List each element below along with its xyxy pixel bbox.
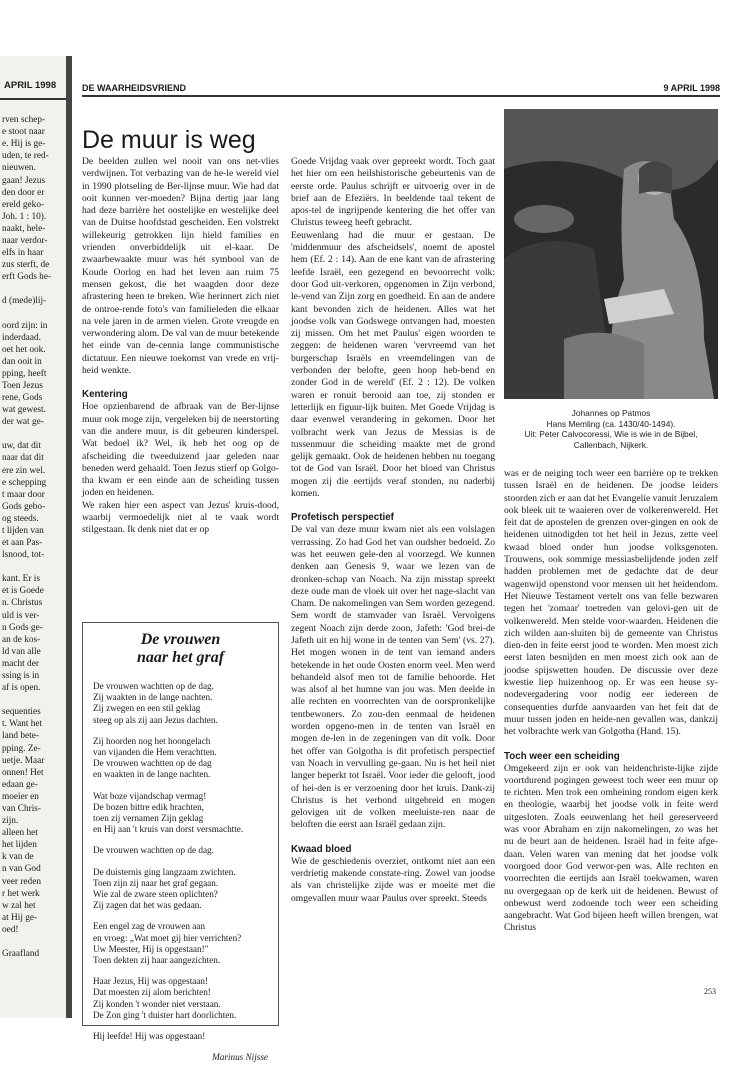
previous-page-line: den door er (2, 187, 45, 198)
previous-page-line: pping, heeft (2, 368, 47, 379)
caption-line: Callenbach, Nijkerk. (573, 439, 649, 450)
previous-page-line: Toen Jezus (2, 380, 43, 391)
page-number: 253 (704, 987, 716, 996)
poem-line: Wat boze vijandschap vermag! (93, 790, 207, 801)
previous-page-line: ssing is in (2, 671, 40, 682)
previous-page-line: Graafland (2, 949, 40, 959)
previous-page-line (0, 936, 66, 948)
poem-line: De bozen bittre edik brachten, (93, 801, 204, 812)
poem-title (93, 631, 268, 667)
previous-page-line: naar dat dit (2, 453, 44, 464)
previous-page-line (0, 694, 66, 706)
previous-page-line: Joh. 1 : 10). (2, 211, 47, 222)
paragraph: Hoe opzienbarend de afbraak van de Ber-lijnse muur ook moge zijn, vergeleken bij de neerstorting van die andere muur, is dit gebeuren kinderspel. Wat bedoel ik? Wel, ik heb het oog op de afscheiding die tweeduizend jaar geleden naar beneden werd gehaald. Toen Jezus stierf op Golgo-tha kwam er een einde aan de scheiding tussen joden en heidenen. (82, 401, 279, 499)
issue-date: 9 APRIL 1998 (663, 83, 720, 93)
paragraph: We raken hier een aspect van Jezus' kruis-dood, waarbij vermoedelijk niet al te vaak wordt stilgestaan. Ik denk niet dat er op (82, 499, 279, 536)
image-caption (504, 408, 718, 450)
previous-page-line: af is open. (2, 683, 41, 694)
poem-stanza (93, 736, 268, 781)
previous-page-line: at Hij ge- (2, 912, 38, 923)
poem-stanza (93, 681, 268, 726)
column-2 (291, 156, 495, 905)
section-heading: Profetisch perspectief (291, 512, 394, 524)
previous-page-strip (0, 56, 66, 1018)
poem-stanza (93, 867, 268, 912)
previous-page-line (0, 283, 66, 295)
poem-stanza (93, 1031, 268, 1042)
section-heading: Kentering (82, 389, 128, 401)
previous-page-line: oet het ook. (2, 344, 46, 355)
poem-stanza (93, 791, 268, 836)
poem-stanzas (93, 681, 268, 1042)
previous-page-line: e stoot naar (2, 127, 45, 138)
poem-author: Marinus Nijsse (212, 1052, 268, 1063)
previous-page-line (0, 428, 66, 440)
previous-page-line: oord zijn: in (2, 320, 48, 331)
section-heading: Toch weer een scheiding (504, 750, 620, 762)
previous-page-line: pping. Ze- (2, 743, 41, 754)
poem-stanza (93, 976, 268, 1021)
previous-page-line: naakt, hele- (2, 223, 46, 234)
poem-line: en vroeg: „Wat moet gij hier verrichten? (93, 932, 242, 943)
poem-line: steeg op als zij aan Jezus dachten. (93, 714, 218, 725)
poem-line: Wie zal de zware steen oplichten? (93, 889, 218, 900)
poem-line: en Hij aan 't kruis van dorst versmachtte. (93, 824, 244, 835)
previous-page-line: oed! (2, 924, 19, 935)
column-1 (82, 156, 279, 537)
paragraph: Wie de geschiedenis overziet, ontkomt niet aan een verdrietig makende constate-ring. Zowel van joodse als van christelijke zijde was er moeite met die omgevallen muur waar Paulus over spreekt. Steeds (291, 855, 495, 904)
previous-page-line: sequenties (2, 707, 41, 718)
previous-page-line: uld is ver- (2, 610, 40, 621)
article-title: De muur is weg (82, 126, 256, 154)
previous-page-line (0, 561, 66, 573)
previous-page-line: van Chris- (2, 803, 41, 814)
poem-line: van vijanden die Hem verachtten. (93, 747, 217, 758)
poem-line: Zij zagen dat het was gedaan. (93, 900, 202, 911)
poem-line: De vrouwen wachtten op de dag. (93, 681, 214, 691)
previous-page-line: uden, te red- (2, 151, 49, 162)
previous-page-line: nieuwen. (2, 163, 36, 174)
previous-page-line: erft Gods he- (2, 272, 52, 283)
caption-line: Uit: Peter Calvocoressi, Wie is wie in de Bijbel, (524, 429, 698, 439)
poem-stanza (93, 845, 268, 856)
previous-page-line: e schepping (2, 477, 47, 488)
previous-page-line: wat gewest. (2, 405, 46, 416)
poem-line: Toen dekten zij haar aangezichten. (93, 955, 221, 966)
previous-page-line: rene, Gods (2, 393, 43, 404)
poem-line: De Zon ging 't duister hart doorlichten. (93, 1009, 237, 1020)
column-3 (504, 468, 718, 935)
previous-page-line: uetje. Maar (2, 755, 45, 766)
previous-page-line: Gods gebo- (2, 501, 46, 512)
previous-page-line: t maar door (2, 489, 45, 500)
poem-line: en waakten in de lange nachten. (93, 769, 211, 780)
previous-page-line: n. Christus (2, 598, 43, 609)
previous-page-line: land bete- (2, 731, 39, 742)
previous-page-line: veer reden (2, 876, 41, 887)
previous-page-line: et aan Pas- (2, 538, 43, 549)
painting-illustration (504, 109, 718, 399)
previous-page-line: n Gods ge- (2, 622, 43, 633)
poem-line: Toen zijn zij naar het graf gegaan. (93, 877, 219, 888)
paragraph: Omgekeerd zijn er ook van heidenchriste-lijke zijde voortdurend pogingen geweest toch weer een muur op te richten. Men trok een omheining rondom eigen kerk en theologie, waarbij het joodse volk in feite werd uitgesloten. Zoals eeuwenlang het heil gereserveerd was voor Abraham en zijn nakomelingen, zo was het nu de beurt aan de heidenen. Israël had in feite afge-daan. Velen waren van mening dat het joodse volk voorgoed door God verwor-pen was. Alle rechten en voorrechten die eertijds aan Israël toekwamen, waren nu overgegaan op de kerk uit de heidenen. Bewust of onbewust werd zodoende toch weer een scheiding aangebracht. Wat God bijeen heeft willen brengen, wat Christus (504, 762, 718, 934)
previous-page-line: r het werk (2, 888, 40, 899)
previous-page-line: macht der (2, 658, 39, 669)
poem-title-line: naar het graf (136, 649, 225, 666)
magazine-page (72, 56, 728, 1063)
poem-line: Een engel zag de vrouwen aan (93, 921, 205, 932)
poem-stanza (93, 921, 268, 966)
previous-page-line: t. Want het (2, 719, 43, 730)
poem-line: De vrouwen wachtten op de dag (93, 758, 212, 769)
previous-page-line: d (mede)lij- (2, 296, 47, 307)
previous-page-line: ld van alle (2, 646, 41, 657)
paragraph: De val van deze muur kwam niet als een volslagen verrassing. Zo had God het van oudsher bedoeld. Zo was het eeuwen gele-den al voorzegd. We kunnen denken aan Genesis 9, waar we lezen van de dronken-schap van Noach. Na zijn misstap spreekt deze oude man de vloek uit over het nage-slacht van Cham. De nakomelingen van Sem worden gezegend. Sem wordt de stamvader van Israël. Vervolgens zegent Noach zijn derde zoon, Jafeth: 'God brei-de Jafeth uit en hij wone in de tenten van Sem' (vs. 27). Het mogen wonen in de tent van iemand anders betekende in het oude Oosten enorm veel. Men werd behandeld alsof men tot de familie behoorde. Het was alsof al het humne van jou was. Men deelde in alle rechten en voorrechten van de oorspronkelijke tentbewoners. Zo zou-den eenmaal de heidenen worden opgeno-men in de tenten van Israël en mogen de-len in de zegeningen van dit volk. Door het offer van Golgotha is dit profetisch perspectief van Noach in vervulling ge-gaan. Nu is het heil niet langer beperkt tot Israël. Voor ieder die gelooft, jood of hei-den is er verzoening door het kruis. Dank-zij Christus is het verbond uitgebreid en mogen gelovigen uit de volken meeluiste-ren naar de beloften die eerst aan Israël gedaan zijn. (291, 524, 495, 831)
previous-page-line: ere zin wel. (2, 465, 46, 476)
previous-page-line: k van de (2, 852, 34, 863)
poem-line: De duisternis ging langzaam zwichten. (93, 866, 236, 877)
running-header (82, 83, 720, 97)
poem-line: toen zij vernamen Zijn geklag (93, 813, 204, 824)
previous-page-line: kant. Er is (2, 574, 40, 585)
previous-page-line: an de kos- (2, 634, 41, 645)
previous-page-line: zijn. (2, 816, 19, 827)
previous-page-line: uw, dat dit (2, 441, 41, 452)
previous-page-line: het lijden (2, 840, 37, 851)
publication-name: DE WAARHEIDSVRIEND (82, 83, 187, 93)
poem-line: Zij konden 't wonder niet verstaan. (93, 998, 221, 1009)
paragraph: Goede Vrijdag vaak over gepreekt wordt. Toch gaat het hier om een heilshistorische gebeurtenis van de eerste orde. Paulus schrijft er uitvoerig over in de brief aan de Efeziërs. In beeldende taal tekent de apos-tel de ingrijpende kentering die het offer van Christus teweeg heeft gebracht. (291, 156, 495, 229)
poem-line: Zij hoorden nog het hoongelach (93, 735, 211, 746)
previous-page-line: gaan! Jezus (2, 175, 46, 186)
previous-page-line: inderdaad. (2, 332, 41, 343)
caption-line: Johannes op Patmos (571, 408, 651, 418)
previous-page-line: rven schep- (2, 115, 46, 126)
previous-page-line: dan ooit in (2, 356, 42, 367)
previous-page-line: alleen het (2, 828, 38, 839)
paragraph: De beelden zullen wel nooit van ons net-vlies verdwijnen. Tot verbazing van de he-le wereld viel in 1990 plotseling de Ber-lijnse muur. Wie had dat ooit kunnen ver-moeden? Bijna dertig jaar lang had deze barrière het oostelijke en westelijke deel van de Duitse hoofdstad gescheiden. Een volstrekt willekeurig getrokken lijn hield families en vrienden onverbiddelijk uit el-kaar. De zwaarbewaakte muur was hét symbool van de Koude Oorlog en had het leven aan ruim 75 mensen gekost, die het waagden door deze afrastering heen te breken. Wie herinnert zich niet de ontroe-rende foto's van familieleden die elkaar na vele jaren in de armen vielen. Grote vreugde en verwondering alom. De val van de muur betekende het einde van de-cennia lange communistische dictatuur. Een nieuwe toekomst van vrede en vrij-heid wenkte. (82, 156, 279, 377)
previous-page-line: ereld geko- (2, 199, 45, 210)
previous-page-line: onnen! Het (2, 767, 44, 778)
paragraph: was er de neiging toch weer een barrière op te trekken tussen Israël en de heidenen. De joodse leiders stoorden zich er aan dat het Evangelie vanuit Jeruzalem ook bleek uit te waaieren over de volkerenwereld. Het feit dat de apostelen de grenzen over-gingen en ook de heidenen uitnodigden tot het heil in Jezus, zette veel kwaad bloed onder hun joodse volksgenoten. Trouwens, ook sommige messiasbelijdende joden zelf hadden problemen met de gedachte dat de deur wagenwijd openstond voor mensen uit het heidendom. Het Nieuwe Testament vertelt ons van felle bezwaren tegen het 'zomaar' toetreden van gelovi-gen uit de volkenwereld. Men stelde voor-waarden. Heidenen die zich wilden aan-sluiten bij de gemeente van Christus dien-den in feite eerst jood te worden. Men moest zich eerst laten besnijden en men moest zich ook aan de joodse spijswetten houden. De discussie over deze kwestie liep huizenhoog op. Er was een heuse sy-nodevergadering voor nodig eer iedereen de consequenties durfde aanvaarden van het feit dat de muur tussen joden en heide-nen gevallen was, dankzij het volbrachte werk van Golgotha (Hand. 15). (504, 468, 718, 738)
previous-page-line: elfs in haar (2, 248, 44, 259)
previous-page-line (0, 308, 66, 320)
previous-page-line: n van God (2, 864, 41, 875)
poem-line: Uw Meester, Hij is opgestaan!" (93, 943, 209, 954)
poem-line: Dat moesten zij alom berichten! (93, 987, 211, 998)
poem-line: Hij leefde! Hij was opgestaan! (93, 1031, 206, 1042)
previous-page-line: zus sterft, de (2, 260, 50, 271)
previous-page-line: w zal het (2, 900, 36, 911)
painting-image (504, 109, 718, 399)
section-heading: Kwaad bloed (291, 843, 352, 855)
poem-line: De vrouwen wachtten op de dag. (93, 845, 214, 856)
poem-box (82, 622, 279, 1063)
previous-page-text (0, 114, 66, 960)
previous-page-line: og steeds. (2, 513, 39, 524)
previous-page-line: naar verdor- (2, 236, 48, 247)
previous-page-line: moeier en (2, 791, 39, 802)
previous-page-line: der wat ge- (2, 417, 44, 428)
paragraph: Eeuwenlang had die muur er gestaan. De 'middenmuur des afscheidsels', noemt de apostel hem (Ef. 2 : 14). Aan de ene kant van de afrastering leefde Israël, een gezegend en bevoorrecht volk: door God uit-verkoren, opgenomen in Zijn verbond, le-vend van Zijn zorg en goedheid. En aan de andere kant bevonden zich de heidenen. Alles wat het joodse volk van Godswege ontvangen had, moesten zij missen. Om het met Paulus' eigen woorden te zeggen: de heidenen waren 'vervreemd van het burgerschap Israëls en vreemdelingen van de verbonden der belofte, geen hoop heb-bend en zonder God in de wereld' (Ef. 2 : 12). De volken waren er ronuit berooid aan toe, zij stonden er letterlijk en figuur-lijk buiten. Met Goede Vrijdag is daar evenwel verandering in gekomen. Door het volbracht werk van Jezus de Messias is de tussenmuur die scheiding maakte met de grond gelijk gemaakt. Ook de heidenen hebben nu toegang tot de God van Israël. Door het bloed van Christus mogen zij die eertijds veraf stonden, nu naderbij komen. (291, 229, 495, 500)
previous-page-header: APRIL 1998 (0, 56, 66, 100)
poem-line: Zij zwegen en een stil geklag (93, 703, 201, 714)
previous-page-line: e. Hij is ge- (2, 139, 46, 150)
caption-line: Hans Memling (ca. 1430/40-1494). (546, 418, 676, 429)
previous-page-line: lsnood, tot- (2, 550, 45, 561)
poem-line: Haar Jezus, Hij was opgestaan! (93, 976, 209, 987)
poem-line: Zij waakten in de lange nachten. (93, 692, 213, 703)
previous-page-line: edaan ge- (2, 779, 38, 790)
previous-page-line: et is Goede (2, 586, 44, 597)
previous-page-line: t lijden van (2, 526, 44, 536)
poem-title-line: De vrouwen (140, 631, 221, 648)
